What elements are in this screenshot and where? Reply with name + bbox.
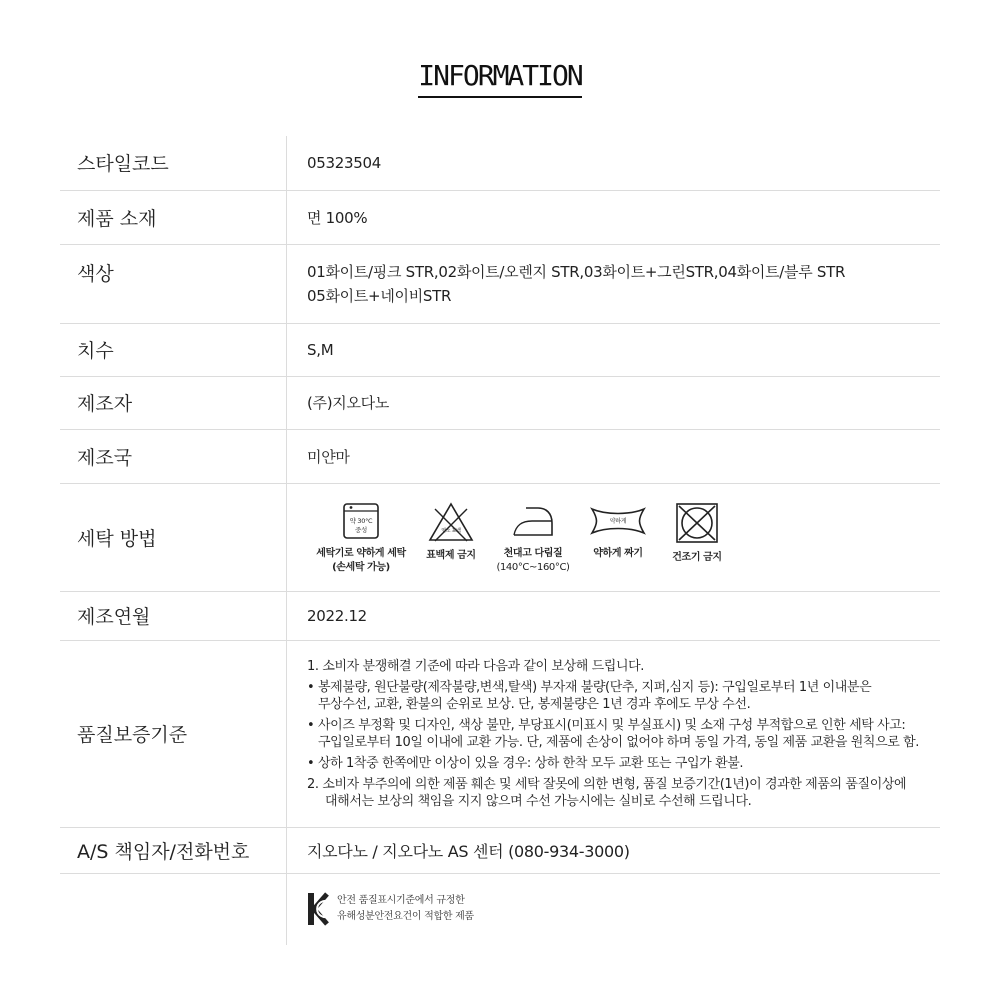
care-inner-text: 중성	[355, 526, 367, 534]
quality-item: 2. 소비자 부주의에 의한 제품 훼손 및 세탁 잘못에 의한 변형, 품질 보증기간(1년)이 경과한 제품의 품질이상에	[307, 776, 907, 792]
wring-icon	[588, 501, 648, 541]
care-caption-line: 천대고 다림질	[503, 548, 563, 559]
row-label: 제조국	[60, 429, 287, 483]
table-row	[60, 591, 940, 640]
row-label: 제조연월	[60, 591, 287, 640]
row-value: 2022.12	[287, 591, 941, 640]
quality-cell	[287, 640, 941, 827]
care-caption	[316, 547, 406, 575]
care-item	[413, 501, 489, 563]
care-caption	[672, 551, 721, 565]
kc-cell	[287, 873, 941, 945]
quality-bullet: • 봉제불량, 원단불량(제작불량,변색,탈색) 부자재 불량(단추, 지퍼,심지 등): 구입일로부터 1년 이내분은	[307, 679, 872, 695]
kc-mark	[307, 891, 939, 927]
table-row	[60, 483, 940, 591]
table-row	[60, 376, 940, 429]
care-caption	[496, 547, 569, 575]
row-label: 스타일코드	[60, 136, 287, 190]
row-label: 제조자	[60, 376, 287, 429]
care-inner-text: 약하게	[609, 518, 627, 525]
row-label: 제품 소재	[60, 190, 287, 244]
row-label: 색상	[60, 244, 287, 323]
row-label: A/S 책임자/전화번호	[60, 827, 287, 873]
care-item	[489, 501, 577, 575]
quality-text	[307, 658, 939, 810]
kc-text-line: 유해성분안전요건이 적합한 제품	[337, 911, 474, 923]
row-value	[287, 244, 941, 323]
care-item	[577, 501, 659, 561]
care-item	[659, 501, 735, 565]
table-row	[60, 827, 940, 873]
row-value: 면 100%	[287, 190, 941, 244]
info-table	[60, 136, 940, 945]
quality-bullet-cont: 무상수선, 교환, 환불의 순위로 보상. 단, 봉제불량은 1년 경과 후에도 무상 수선.	[318, 696, 751, 712]
care-caption	[426, 549, 475, 563]
care-caption-line: 건조기 금지	[672, 552, 722, 563]
row-label: 세탁 방법	[60, 483, 287, 591]
color-line: 05화이트+네이비STR	[307, 286, 452, 305]
quality-bullet-cont: 구입일로부터 10일 이내에 교환 가능. 단, 제품에 손상이 없어야 하며 동일 가격, 동일 제품 교환을 원칙으로 함.	[318, 734, 920, 750]
quality-bullet: • 사이즈 부정확 및 디자인, 색상 불만, 부당표시(미표시 및 부실표시) 및 소재 구성 부적합으로 인한 세탁 사고:	[307, 717, 906, 733]
row-value: S,M	[287, 323, 941, 376]
table-row	[60, 873, 940, 945]
row-value: 05323504	[287, 136, 941, 190]
care-caption-line: 세탁기로 약하게 세탁	[316, 548, 406, 559]
row-label: 품질보증기준	[60, 640, 287, 827]
table-row	[60, 190, 940, 244]
care-caption-line: (140°C~160°C)	[496, 562, 570, 573]
table-row	[60, 323, 940, 376]
page-title-wrap	[0, 58, 1000, 98]
quality-item-cont: 대해서는 보상의 책임을 지지 않으며 수선 가능시에는 실비로 수선해 드립니다.	[325, 793, 752, 809]
care-icons	[309, 499, 939, 575]
row-value: (주)지오다노	[287, 376, 941, 429]
care-inner-text: 염소 표백	[441, 528, 461, 534]
kc-logo-icon	[307, 891, 331, 927]
table-row	[60, 640, 940, 827]
care-caption	[593, 547, 642, 561]
care-cell	[287, 483, 941, 591]
care-caption-line: 약하게 짜기	[593, 548, 643, 559]
no-bleach-icon	[427, 501, 475, 543]
kc-text-line: 안전 품질표시기준에서 규정한	[337, 895, 465, 907]
color-line: 01화이트/핑크 STR,02화이트/오렌지 STR,03화이트+그린STR,04화이트/블루 STR	[307, 262, 846, 281]
page-title: INFORMATION	[418, 58, 581, 98]
table-row	[60, 429, 940, 483]
row-label-empty	[60, 873, 287, 945]
hand-wash-icon	[341, 501, 381, 541]
quality-bullet: • 상하 1착중 한쪽에만 이상이 있을 경우: 상하 한착 모두 교환 또는 구입가 환불.	[307, 755, 744, 771]
table-row	[60, 136, 940, 190]
row-label: 치수	[60, 323, 287, 376]
row-value: 미얀마	[287, 429, 941, 483]
no-tumble-dry-icon	[674, 501, 720, 545]
care-item	[309, 501, 413, 575]
row-value: 지오다노 / 지오다노 AS 센터 (080-934-3000)	[287, 827, 941, 873]
quality-item: 1. 소비자 분쟁해결 기준에 따라 다음과 같이 보상해 드립니다.	[307, 658, 644, 674]
kc-text	[337, 893, 474, 925]
iron-icon	[510, 501, 556, 541]
table-row	[60, 244, 940, 323]
care-inner-text: 약 30°C	[349, 517, 373, 525]
care-caption-line: 표백제 금지	[426, 550, 476, 561]
care-caption-line: (손세탁 가능)	[332, 562, 390, 573]
